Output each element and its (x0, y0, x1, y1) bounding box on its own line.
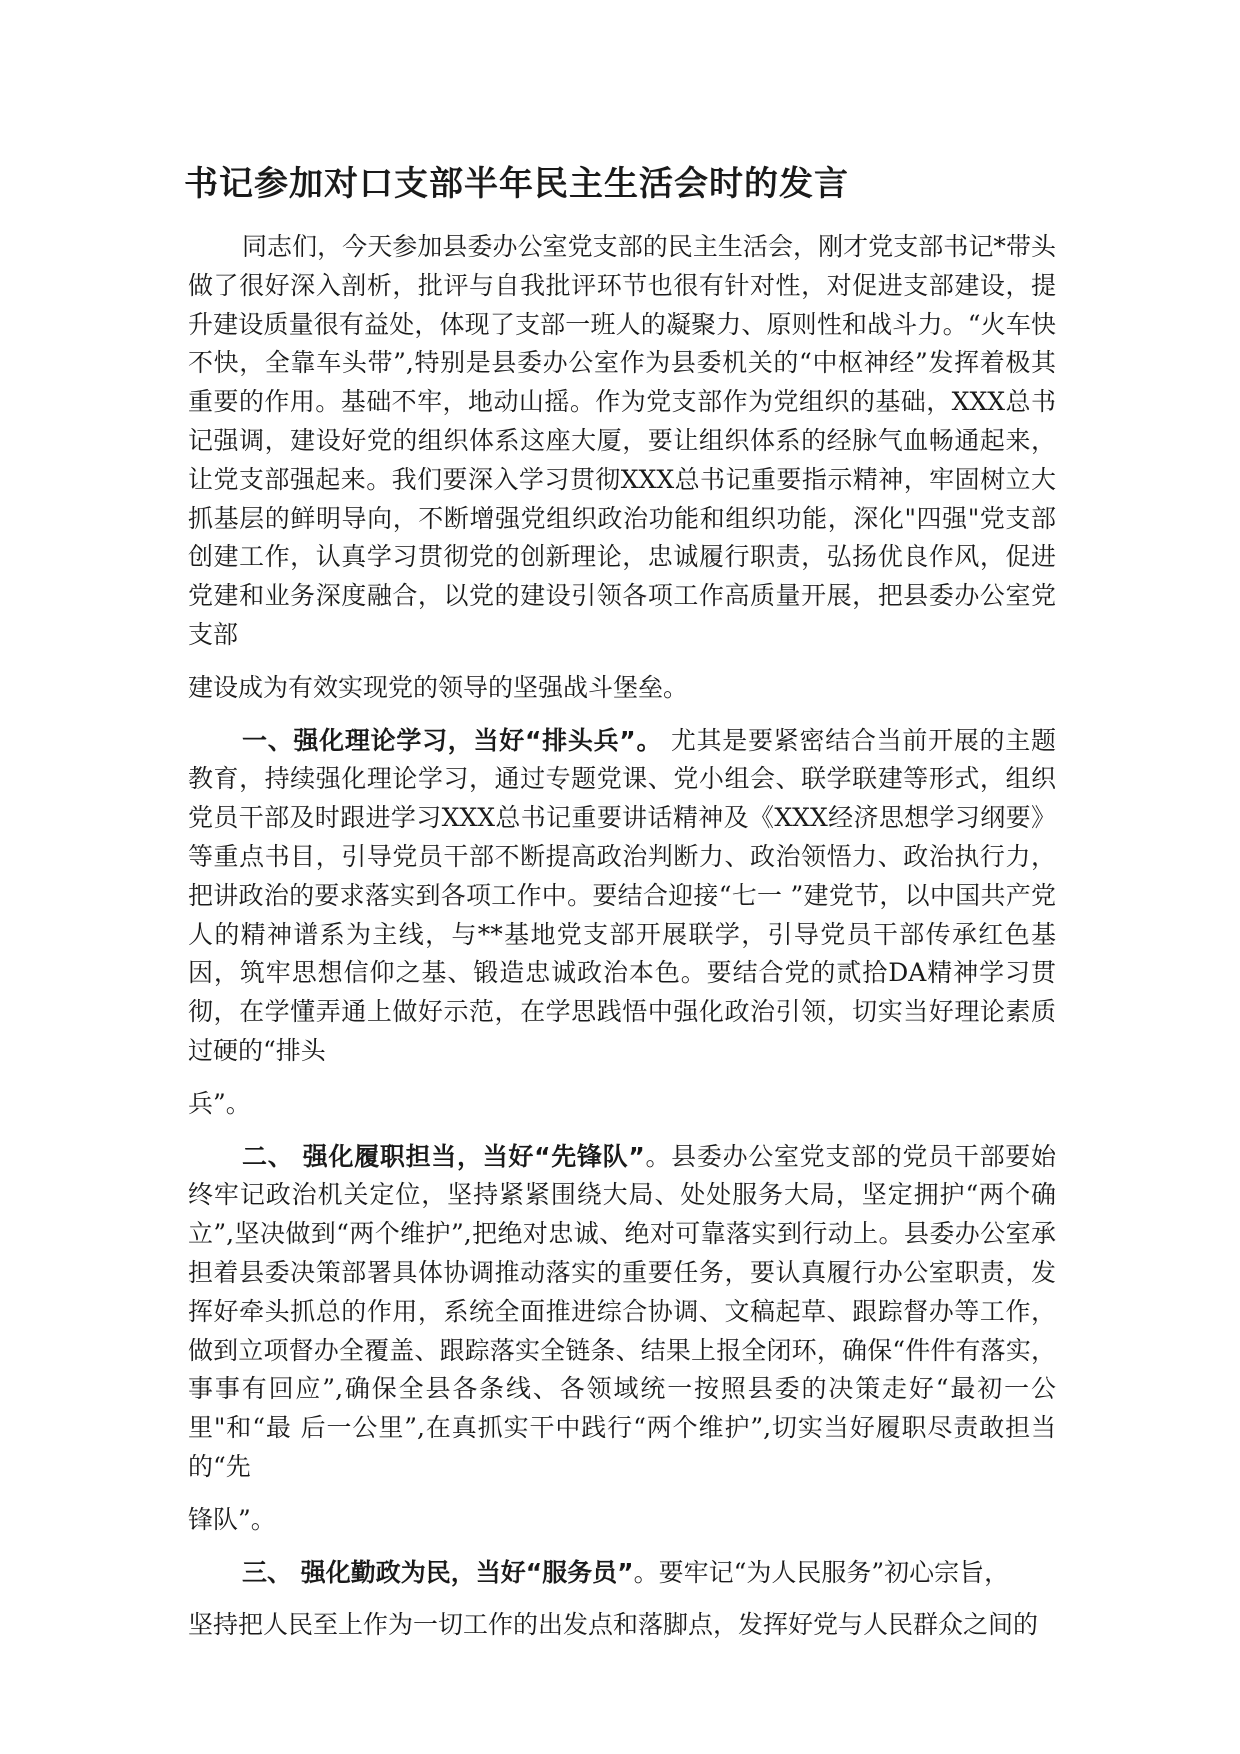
section-1-paragraph (188, 722, 1056, 1071)
section-2-heading: 二、 强化履职担当，当好“先锋队” (242, 1141, 645, 1171)
section-2-paragraph-end: 锋队”。 (188, 1504, 276, 1534)
section-3-paragraph-end: 坚持把人民至上作为一切工作的出发点和落脚点，发挥好党与人民群众之间的 (188, 1610, 1039, 1640)
section-2-paragraph (188, 1138, 1056, 1487)
section-2-body: 。县委办公室党支部的党员干部要始终牢记政治机关定位，坚持紧紧围绕大局、处处服务大局，坚定拥护“两个确立”,坚决做到“两个维护”,把绝对忠诚、绝对可靠落实到行动上。县委办公室承担着县委决策部署具体协调推动落实的重要任务，要认真履行办公室职责，发挥好牵头抓总的作用，系统全面推进综合协调、文稿起草、跟踪督办等工作，做到立项督办全覆盖、跟踪落实全链条、结果上报全闭环，确保“件件有落实，事事有回应”,确保全县各条线、各领域统一按照县委的决策走好“最初一公里"和“最 后一公里”,在真抓实干中践行“两个维护”,切实当好履职尽责敢担当的“先 (188, 1141, 1056, 1481)
section-1-heading: 一、强化理论学习，当好“排头兵”。 (242, 725, 663, 755)
section-1-body: 尤其是要紧密结合当前开展的主题教育，持续强化理论学习，通过专题党课、党小组会、联学联建等形式，组织党员干部及时跟进学习XXX总书记重要讲话精神及《XXX经济思想学习纲要》 等重点书目，引导党员干部不断提高政治判断力、政治领悟力、政治执行力，把讲政治的要求落实到各项工作中。要结合迎接“七一 ”建党节，以中国共产党人的精神谱系为主线，与**基地党支部开展联学，引导党员干部传承红色基因，筑牢思想信仰之基、锻造忠诚政治本色。要结合党的贰拾DA精神学习贯彻，在学懂弄通上做好示范，在学思践悟中强化政治引领，切实当好理论素质过硬的“排头 (188, 725, 1056, 1065)
section-3-heading: 三、 强化勤政为民，当好“服务员” (242, 1557, 634, 1587)
document-page (184, 150, 1056, 1645)
intro-paragraph-end: 建设成为有效实现党的领导的坚强战斗堡垒。 (188, 672, 689, 702)
section-3-paragraph (188, 1554, 1056, 1593)
intro-paragraph (188, 228, 1056, 655)
document-title: 书记参加对口支部半年民主生活会时的发言 (184, 164, 849, 204)
intro-text: 同志们，今天参加县委办公室党支部的民主生活会，刚才党支部书记*带头做了很好深入剖析，批评与自我批评环节也很有针对性，对促进支部建设，提升建设质量很有益处，体现了支部一班人的凝聚力、原则性和战斗力。“火车快不快，全靠车头带”,特别是县委办公室作为县委机关的“中枢神经”发挥着极其重要的作用。基础不牢，地动山摇。作为党支部作为党组织的基础，XXX总书记强调，建设好党的组织体系这座大厦，要让组织体系的经脉气血畅通起来，让党支部强起来。我们要深入学习贯彻XXX总书记重要指示精神，牢固树立大抓基层的鲜明导向，不断增强党组织政治功能和组织功能，深化"四强"党支部创建工作，认真学习贯彻党的创新理论，忠诚履行职责，弘扬优良作风，促进党建和业务深度融合，以党的建设引领各项工作高质量开展，把县委办公室党支部 (188, 232, 1056, 649)
section-3-body: 。要牢记“为人民服务”初心宗旨， (633, 1557, 1010, 1587)
section-1-paragraph-end: 兵”。 (188, 1088, 251, 1118)
